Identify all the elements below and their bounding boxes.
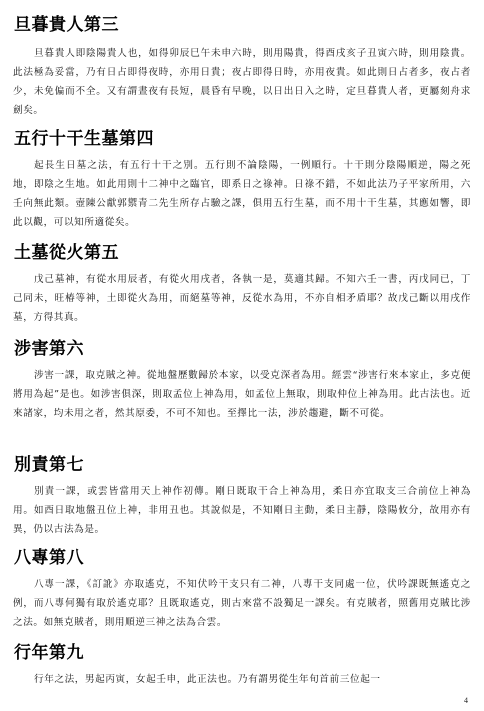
section-heading: 行年第九 bbox=[14, 643, 84, 663]
section-heading: 五行十干生墓第四 bbox=[14, 129, 154, 149]
section-paragraph: 涉害一課，取克賊之神。從地盤歷數歸於本家，以受克深者為用。經雲“涉害行來本家止，多克便將用為起”是也。如涉害俱深，則取孟位上神為用，如孟位上無取，則取仲位上神為用。此古法也。近來諸家，均未用之者，然其原委，不可不知也。至擇比一法，涉於趨避，斷不可從。 bbox=[13, 370, 471, 419]
section-heading: 別責第七 bbox=[14, 455, 84, 475]
section-paragraph: 旦暮貴人即陰陽貴人也，如得卯辰巳午未申六時，則用陽貴，得酉戌亥子丑寅六時，則用陰貴。此法極為妥當，乃有日占即得夜時，亦用日貴；夜占即得日時，亦用夜貴。如此則日占者多，夜占者少，未免偏而不全。又有謂晝夜有長短，晨昏有早晚，以日出日入之時，定旦暮貴人者，更屬刻舟求劍矣。 bbox=[13, 48, 471, 116]
section-paragraph: 起長生日墓之法，有五行十干之別。五行則不論陰陽，一例順行。十干則分陰陽順逆，陽之死地，即陰之生地。如此用則十二神中之臨官，即系日之祿神。日祿不錯，不如此法乃子平家所用，六壬向無此類。壺陳公獻郭禦青二先生所存占驗之課，俱用五行生墓，而不用十干生墓，其應如響，即此以觀，可以知所適從矣。 bbox=[13, 160, 471, 228]
section-heading: 旦暮貴人第三 bbox=[14, 15, 119, 35]
section-paragraph: 行年之法，男起丙寅，女起壬申，此正法也。乃有謂男從生年旬首前三位起一 bbox=[34, 674, 381, 685]
section-heading: 土墓從火第五 bbox=[14, 243, 119, 263]
section-heading: 涉害第六 bbox=[14, 339, 84, 359]
section-heading: 八專第八 bbox=[14, 548, 84, 568]
section-paragraph: 八專一課，《訂訛》亦取遙克，不知伏吟干支只有二神，八專干支同處一位，伏吟課既無遙克之例，而八專何獨有取於遙克耶？且既取遙克，則古來當不設獨足一課矣。有克賊者，照舊用克賊比涉之法。如無克賊者，則用順逆三神之法為合雲。 bbox=[13, 579, 471, 628]
section-paragraph: 戊己墓神，有從水用辰者，有從火用戌者，各執一是，莫適其歸。不知六壬一書，丙戊同已，丁己同未，旺椿等神，土即從火為用，而絕墓等神，反從水為用，不亦自相矛盾耶？故戊己斷以用戌作墓，方得其真。 bbox=[13, 274, 471, 323]
page-number: 4 bbox=[464, 696, 468, 705]
section-paragraph: 別責一課，或雲皆當用天上神作初傳。剛日既取干合上神為用，柔日亦宜取支三合前位上神為用。如酉日取地盤丑位上神，非用丑也。其說似是，不知剛日主動，柔日主靜，陰陽攸分，故用亦有異，仍以古法為是。 bbox=[13, 486, 471, 535]
